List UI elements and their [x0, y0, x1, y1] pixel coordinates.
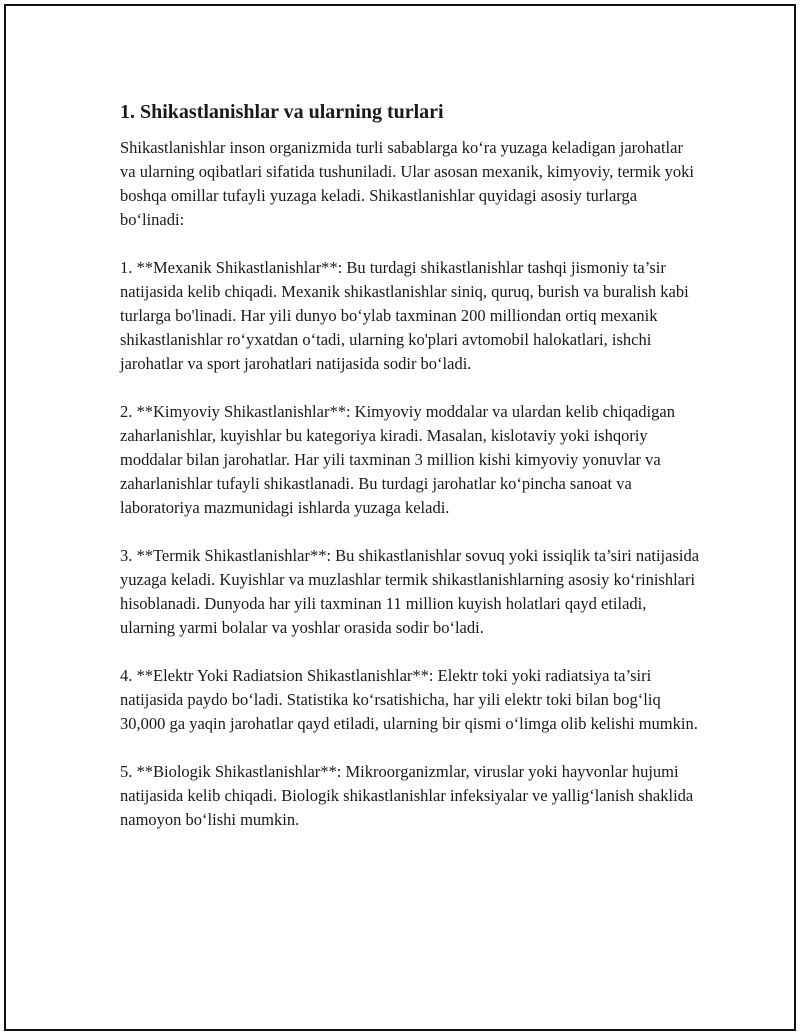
document-body: [120, 98, 700, 856]
intro-paragraph: Shikastlanishlar inson organizmida turli sabablarga ko‘ra yuzaga keladigan jarohatlar va ularning oqibatlari sifatida tushuniladi. Ular asosan mexanik, kimyoviy, termik yoki boshqa omillar tufayli yuzaga keladi. Shikastlanishlar quyidagi asosiy turlarga bo‘linadi:: [120, 138, 695, 229]
biological-injuries-paragraph: 5. **Biologik Shikastlanishlar**: Mikroorganizmlar, viruslar yoki hayvonlar hujumi natijasida kelib chiqadi. Biologik shikastlanishlar infeksiyalar ve yallig‘lanish shaklida namoyon bo‘lishi mumkin.: [120, 762, 694, 829]
thermal-injuries-paragraph: 3. **Termik Shikastlanishlar**: Bu shikastlanishlar sovuq yoki issiqlik ta’siri natijasida yuzaga keladi. Kuyishlar va muzlashlar termik shikastlanishlarning asosiy ko‘rinishlari hisoblanadi. Dunyoda har yili taxminan 11 million kuyish holatlari qayd etiladi, ularning yarmi bolalar va yoshlar orasida sodir bo‘ladi.: [120, 546, 700, 637]
chemical-injuries-paragraph: 2. **Kimyoviy Shikastlanishlar**: Kimyoviy moddalar va ulardan kelib chiqadigan zaharlanishlar, kuyishlar bu kategoriya kiradi. Masalan, kislotaviy yoki ishqoriy moddalar bilan jarohatlar. Har yili taxminan 3 million kishi kimyoviy yonuvlar va zaharlanishlar tufayli shikastlanadi. Bu turdagi jarohatlar ko‘pincha sanoat va laboratoriya mazmunidagi ishlarda yuzaga keladi.: [120, 402, 675, 517]
electrical-radiation-injuries-paragraph: 4. **Elektr Yoki Radiatsion Shikastlanishlar**: Elektr toki yoki radiatsiya ta’siri natijasida paydo bo‘ladi. Statistika ko‘rsatishicha, har yili elektr toki bilan bog‘liq 30,000 ga yaqin jarohatlar qayd etiladi, ularning bir qismi o‘limga olib kelishi mumkin.: [120, 666, 698, 733]
mechanical-injuries-paragraph: 1. **Mexanik Shikastlanishlar**: Bu turdagi shikastlanishlar tashqi jismoniy ta’sir natijasida kelib chiqadi. Mexanik shikastlanishlar siniq, quruq, burish va buralish kabi turlarga bo'linadi. Har yili dunyo bo‘ylab taxminan 200 milliondan ortiq mexanik shikastlanishlar ro‘yxatdan o‘tadi, ularning ko'plari avtomobil halokatlari, ishchi jarohatlar va sport jarohatlari natijasida sodir bo‘ladi.: [120, 258, 689, 373]
section-heading: 1. Shikastlanishlar va ularning turlari: [120, 101, 444, 123]
page-frame: [4, 4, 796, 1031]
